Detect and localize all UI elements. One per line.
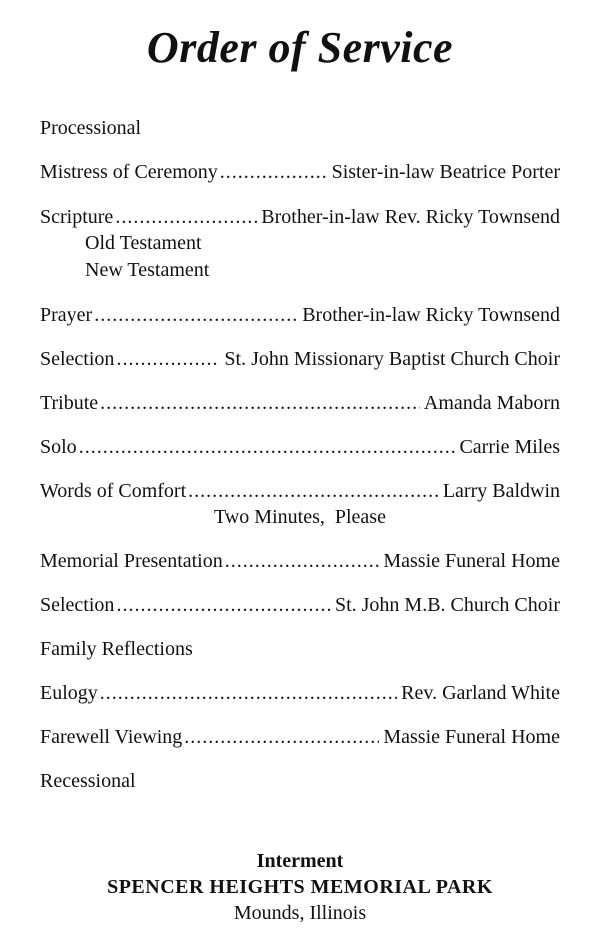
program-item-name: Scripture: [40, 206, 114, 228]
program-item-processional: [40, 115, 560, 141]
program-item-memorial-presentation: [40, 548, 560, 574]
dot-leader: [100, 680, 397, 706]
program-item-words-of-comfort: [40, 478, 560, 530]
program-item-selection: [40, 592, 560, 618]
program-item-eulogy: [40, 680, 560, 706]
interment-location: Mounds, Illinois: [233, 902, 367, 924]
program-item-name: Memorial Presentation: [40, 550, 223, 572]
program-item-name: Selection: [40, 348, 115, 370]
program-item-performer: St. John Missionary Baptist Church Choir: [224, 348, 560, 370]
dot-leader: [116, 346, 220, 372]
dot-leader: [115, 204, 257, 230]
program-item-scripture: [40, 204, 560, 284]
dot-leader: [225, 548, 380, 574]
dot-leader: [100, 390, 420, 416]
program-item-name: Mistress of Ceremony: [40, 161, 218, 183]
dot-leader: [94, 302, 298, 328]
program-item-name: Family Reflections: [40, 638, 193, 660]
program-item-performer: Rev. Garland White: [401, 682, 560, 704]
program-item-name: Farewell Viewing: [40, 726, 183, 748]
program-item-mistress-of-ceremony: [40, 159, 560, 185]
dot-leader: [184, 724, 379, 750]
page-title: Order of Service: [146, 23, 454, 72]
program-item-selection: [40, 346, 560, 372]
program-item-name: Eulogy: [40, 682, 98, 704]
program-subitem: New Testament: [85, 259, 210, 281]
program-item-performer: Amanda Maborn: [423, 392, 560, 414]
program-list: [40, 115, 560, 794]
dot-leader: [79, 434, 456, 460]
program-item-recessional: [40, 768, 560, 794]
program-item-performer: Brother-in-law Ricky Townsend: [302, 304, 560, 326]
program-item-tribute: [40, 390, 560, 416]
dot-leader: [116, 592, 331, 618]
program-item-farewell-viewing: [40, 724, 560, 750]
interment-place: SPENCER HEIGHTS MEMORIAL PARK: [107, 876, 493, 898]
program-item-performer: Carrie Miles: [459, 436, 560, 458]
program-item-name: Tribute: [40, 392, 99, 414]
program-item-name: Recessional: [40, 770, 136, 792]
dot-leader: [220, 159, 328, 185]
program-item-performer: Sister-in-law Beatrice Porter: [331, 161, 560, 183]
program-item-family-reflections: [40, 636, 560, 662]
program-item-name: Selection: [40, 594, 115, 616]
interment-section: [0, 848, 600, 926]
program-item-performer: St. John M.B. Church Choir: [334, 594, 560, 616]
program-item-name: Processional: [40, 117, 142, 139]
program-item-note: Two Minutes, Please: [214, 506, 386, 528]
program-item-performer: Massie Funeral Home: [383, 550, 560, 572]
program-item-name: Words of Comfort: [40, 480, 187, 502]
program-subitem: Old Testament: [85, 232, 202, 254]
program-item-name: Solo: [40, 436, 77, 458]
program-item-performer: Massie Funeral Home: [383, 726, 560, 748]
dot-leader: [188, 478, 439, 504]
program-item-solo: [40, 434, 560, 460]
program-item-performer: Larry Baldwin: [442, 480, 560, 502]
interment-heading: Interment: [256, 850, 344, 872]
program-item-name: Prayer: [40, 304, 93, 326]
program-item-performer: Brother-in-law Rev. Ricky Townsend: [261, 206, 560, 228]
program-item-prayer: [40, 302, 560, 328]
